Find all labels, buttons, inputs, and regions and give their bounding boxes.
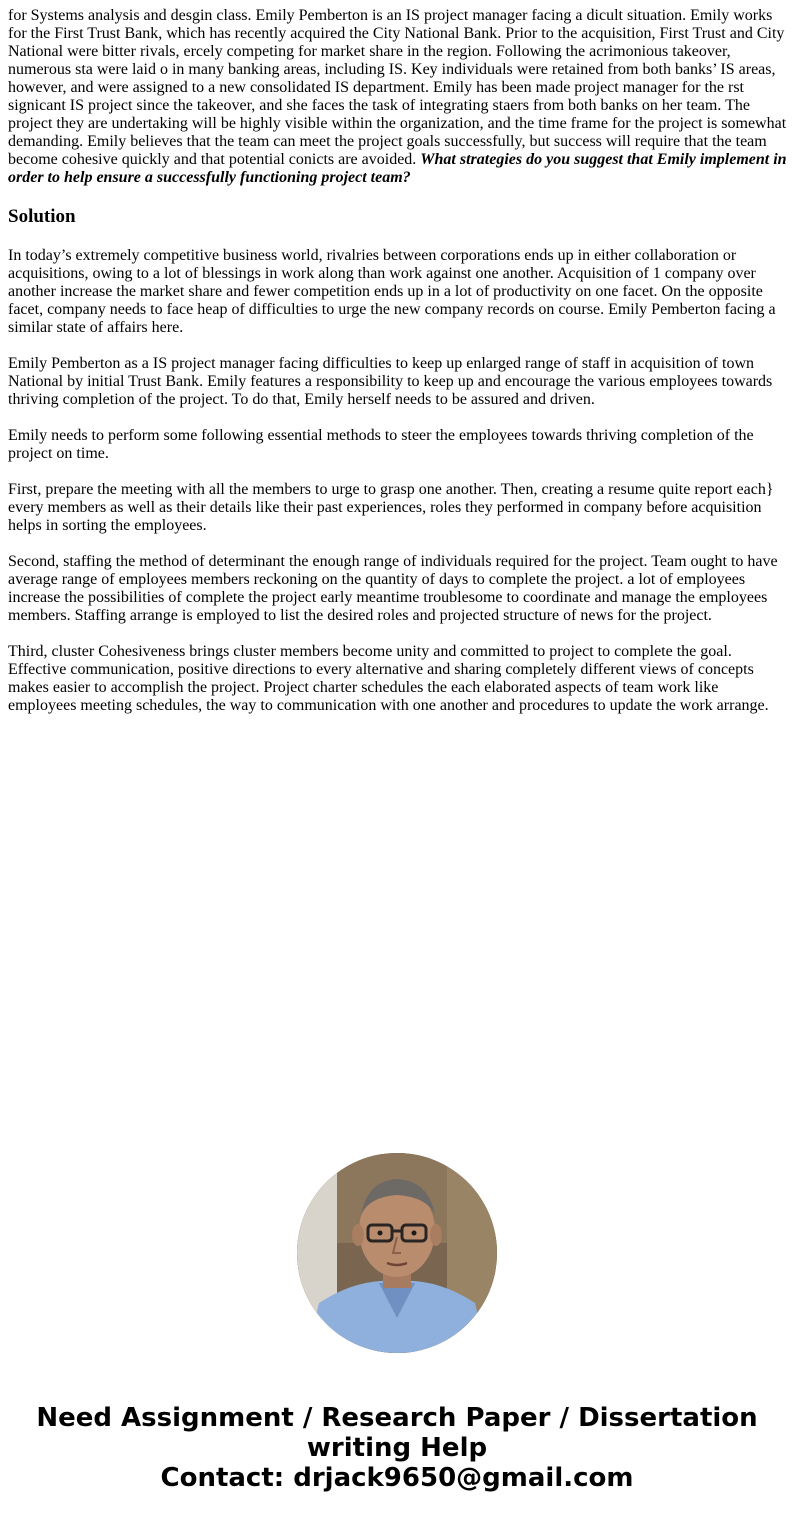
answer-paragraph-1: In today’s extremely competitive business world, rivalries between corporations ends up in either collaboration or acquisitions, owing to a lot of blessings in work along than work against one another. Acquisition of 1 company over another increase the market share and fewer competition ends up in a lot of productivity on one facet. On the opposite facet, company needs to face heap of difficulties to urge the new company records on course. Emily Pemberton facing a similar state of affairs here. [8, 247, 776, 336]
question-block [8, 7, 788, 187]
promo-line-2: writing Help [306, 1433, 488, 1463]
answer-paragraph-5: Second, staffing the method of determinant the enough range of individuals required for the project. Team ought to have average range of employees members reckoning on the quantity of days to complete the project. a lot of employees increase the possibilities of complete the project early meantime troublesome to coordinate and manage the employees members. Staffing arrange is employed to list the desired roles and projected structure of news for the project. [8, 553, 778, 624]
answer-paragraph-6: Third, cluster Cohesiveness brings cluster members become unity and committed to project to complete the goal. Effective communication, positive directions to every alternative and sharing completely different views of concepts makes easier to accomplish the project. Project charter schedules the each elaborated aspects of team work like employees meeting schedules, the way to communication with one another and procedures to update the work arrange. [8, 643, 769, 714]
promo-line-1: Need Assignment / Research Paper / Dissertation [36, 1403, 758, 1433]
question-body: for Systems analysis and desgin class. Emily Pemberton is an IS project manager facing a dicult situation. Emily works for the First Trust Bank, which has recently acquired the City National Bank. Prior to the acquisition, First Trust and City National were bitter rivals, ercely competing for market share in the region. Following the acrimonious takeover, numerous sta were laid o in many banking areas, including IS. Key individuals were retained from both banks’ IS areas, however, and were assigned to a new consolidated IS department. Emily has been made project manager for the rst signicant IS project since the takeover, and she faces the task of integrating staers from both banks on her team. The project they are undertaking will be highly visible within the organization, and the time frame for the project is somewhat demanding. Emily believes that the team can meet the project goals successfully, but success will require that the team become cohesive quickly and that potential conicts are avoided. [8, 7, 787, 168]
answer-paragraph-3: Emily needs to perform some following essential methods to steer the employees towards thriving completion of the project on time. [8, 427, 754, 462]
answer-block [8, 247, 788, 715]
answer-paragraph-4: First, prepare the meeting with all the members to urge to grasp one another. Then, creating a resume quite report each} every members as well as their details like their past experiences, roles they performed in company before acquisition helps in sorting the employees. [8, 481, 774, 534]
author-portrait-graphic [297, 1153, 497, 1353]
answer-paragraph-2: Emily Pemberton as a IS project manager facing difficulties to keep up enlarged range of staff in acquisition of town National by initial Trust Bank. Emily features a responsibility to keep up and encourage the various employees towards thriving completion of the project. To do that, Emily herself needs to be assured and driven. [8, 355, 773, 408]
solution-heading: Solution [8, 206, 76, 227]
question-text [8, 7, 788, 187]
author-portrait-icon [297, 1153, 497, 1353]
question-prompt: What strategies do you suggest that Emily implement in order to help ensure a successfully functioning project team? [8, 151, 787, 186]
promo-banner [0, 1403, 794, 1493]
promo-contact: Contact: drjack9650@gmail.com [160, 1463, 634, 1493]
document-body [8, 7, 788, 733]
